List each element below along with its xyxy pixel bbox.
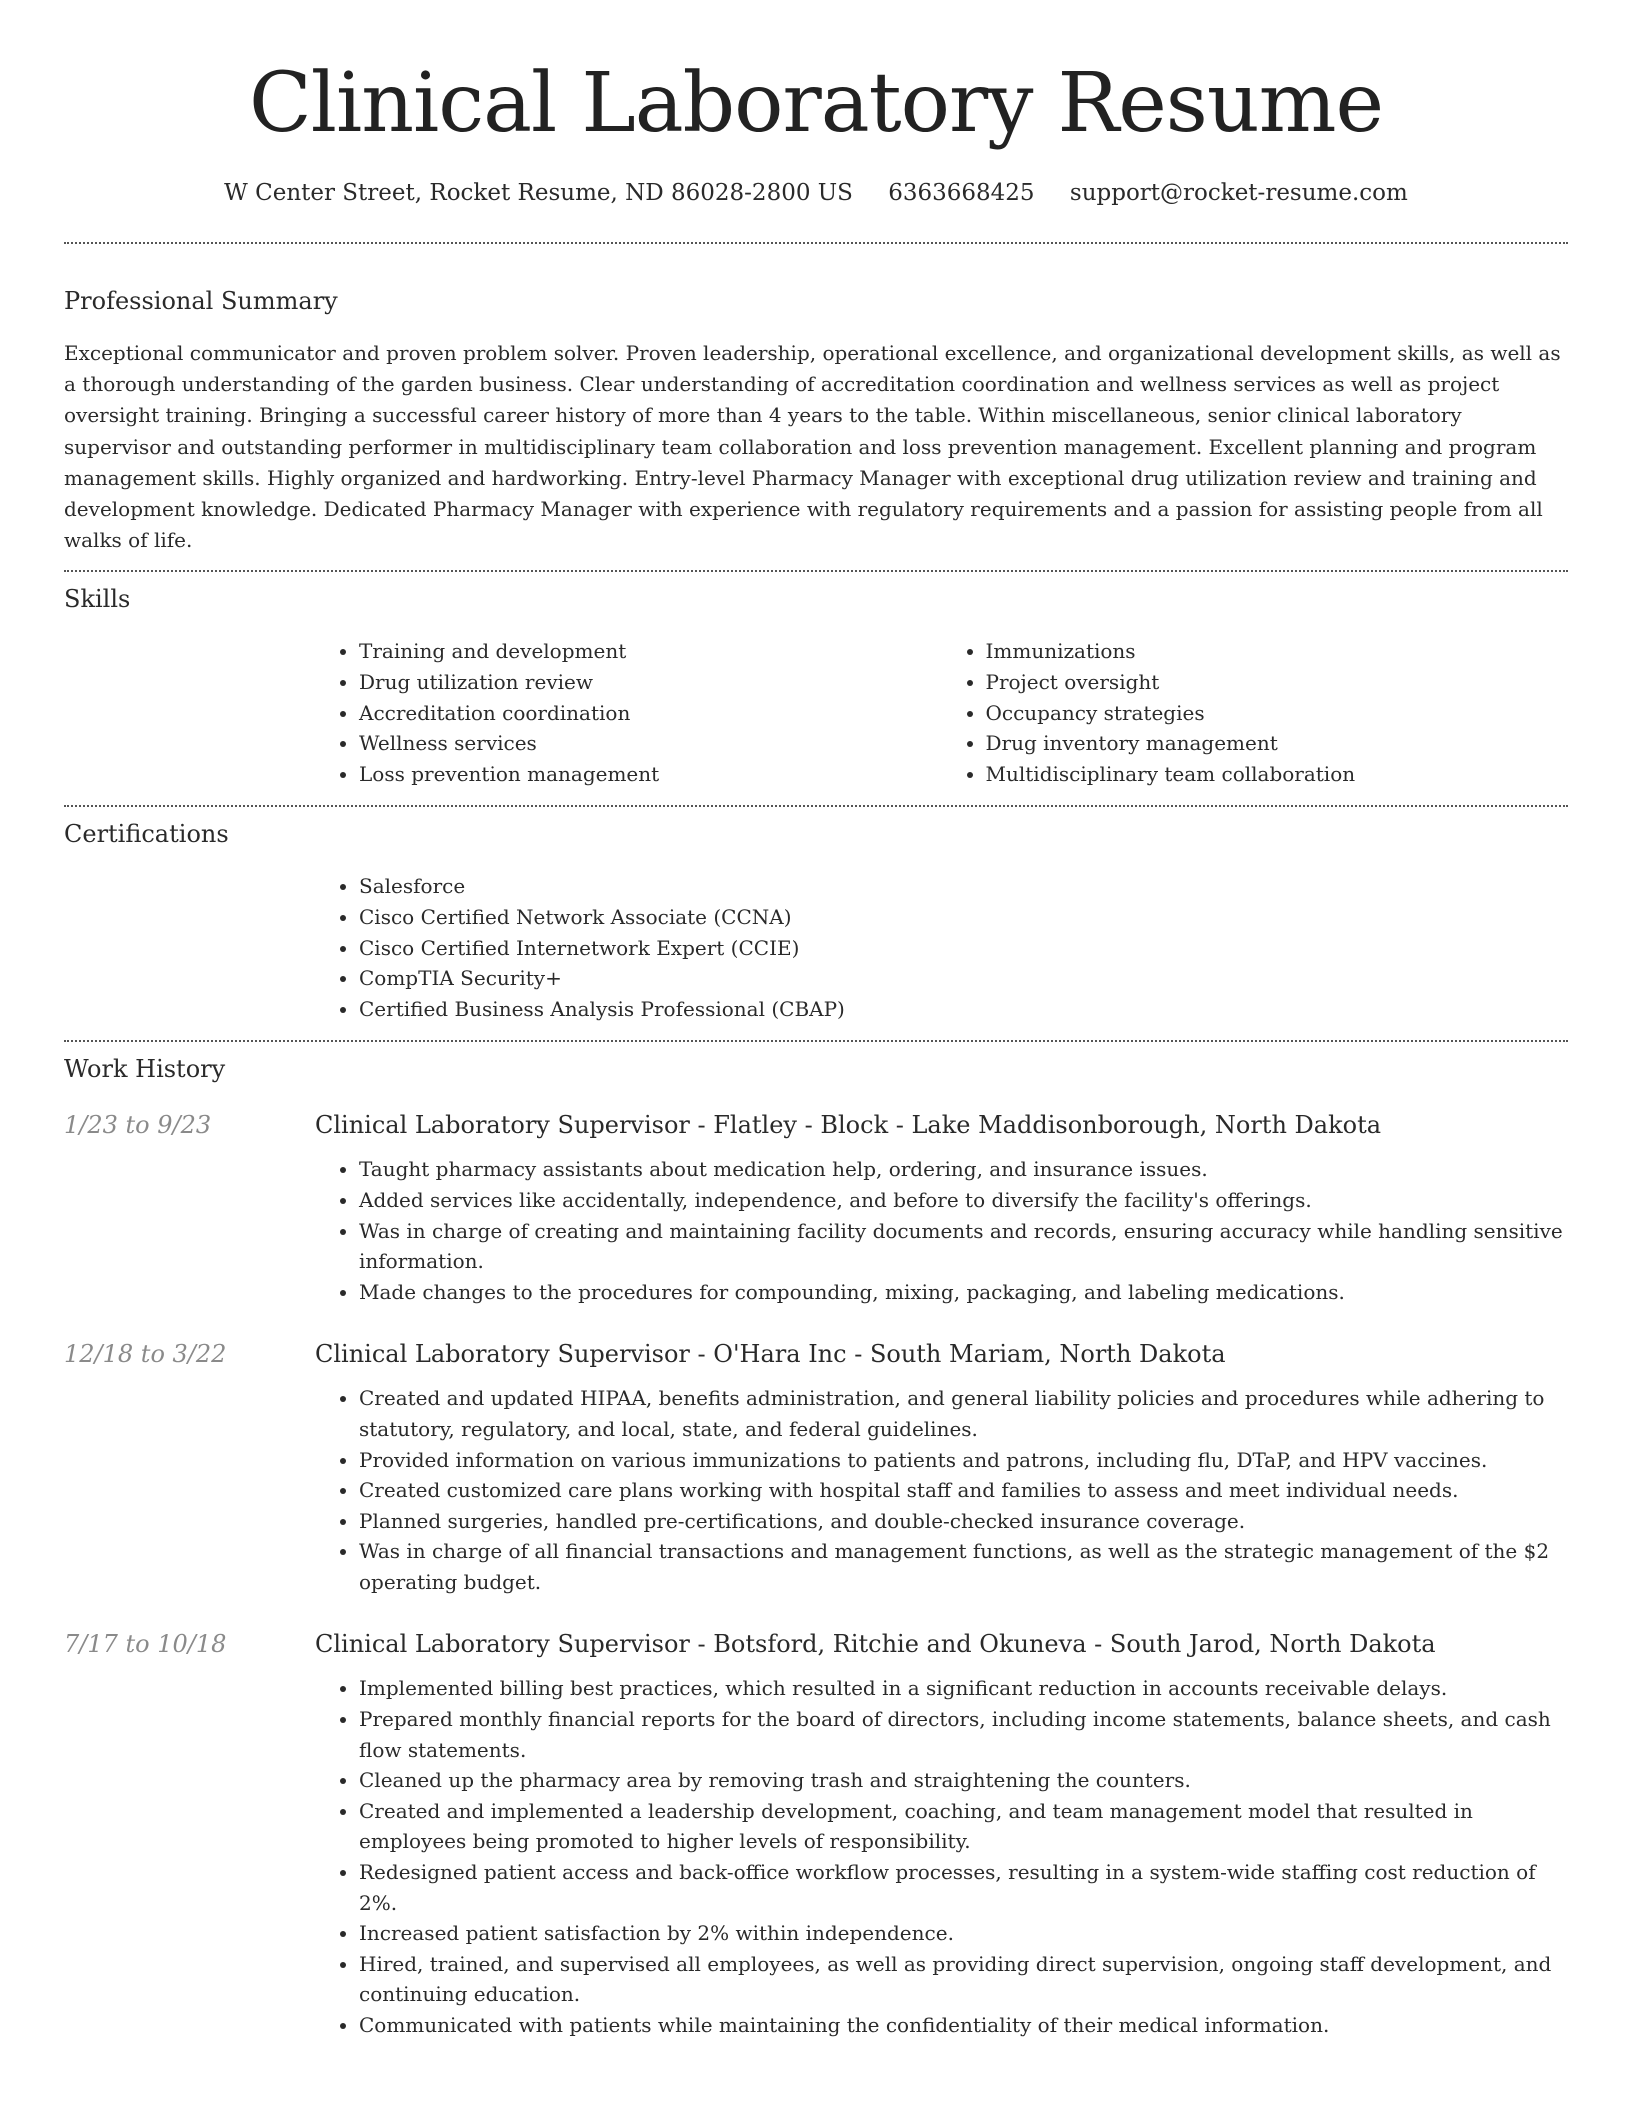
contact-phone: 6363668425: [888, 180, 1035, 206]
job-date: 12/18 to 3/22: [64, 1340, 227, 1369]
job-bullet: • Prepared monthly financial reports for the board of directors, including income statements, balance sheets, and cash flow statements.: [359, 1704, 1568, 1765]
contact-line: [64, 180, 1568, 214]
skill-item: • Training and development: [359, 636, 942, 667]
job-bullet: • Made changes to the procedures for compounding, mixing, packaging, and labeling medications.: [359, 1277, 1568, 1308]
skill-item: • Loss prevention management: [359, 759, 942, 790]
job-date: 7/17 to 10/18: [64, 1630, 227, 1659]
skill-item: • Occupancy strategies: [986, 698, 1569, 729]
job-entry: [64, 1337, 1568, 1597]
job-header: [64, 1337, 1568, 1371]
job-title: Clinical Laboratory Supervisor - Botsford, Ritchie and Okuneva - South Jarod, North Dakota: [315, 1630, 1436, 1659]
divider: [64, 805, 1568, 807]
job-bullet: • Created and implemented a leadership development, coaching, and team management model that resulted in employees being promoted to higher levels of responsibility.: [359, 1796, 1568, 1857]
skill-item: • Immunizations: [986, 636, 1569, 667]
job-title: Clinical Laboratory Supervisor - O'Hara Inc - South Mariam, North Dakota: [315, 1340, 1226, 1369]
divider: [64, 570, 1568, 572]
certification-item: • Salesforce: [359, 871, 1568, 902]
skill-item: • Wellness services: [359, 728, 942, 759]
job-bullet: • Was in charge of all financial transactions and management functions, as well as the strategic management of the $2 operating budget.: [359, 1536, 1568, 1597]
job-bullet: • Planned surgeries, handled pre-certifications, and double-checked insurance coverage.: [359, 1506, 1568, 1537]
job-header: [64, 1627, 1568, 1661]
resume-page: [64, 0, 1568, 2041]
job-bullet: • Communicated with patients while maintaining the confidentiality of their medical information.: [359, 2010, 1568, 2041]
skill-item: • Accreditation coordination: [359, 698, 942, 729]
summary-text: Exceptional communicator and proven problem solver. Proven leadership, operational excellence, and organizational development skills, as well as a thorough understanding of the garden business. Clear understanding of accreditation coordination and wellness services as well as project oversight training. Bringing a successful career history of more than 4 years to the table. Within miscellaneous, senior clinical laboratory supervisor and outstanding performer in multidisciplinary team collaboration and loss prevention management. Excellent planning and program management skills. Highly organized and hardworking. Entry-level Pharmacy Manager with exceptional drug utilization review and training and development knowledge. Dedicated Pharmacy Manager with experience with regulatory requirements and a passion for assisting people from all walks of life.: [64, 341, 1561, 553]
job-bullets: [315, 1673, 1568, 2040]
section-title-certifications: Certifications: [64, 820, 229, 849]
job-bullet: • Hired, trained, and supervised all employees, as well as providing direct supervision, ongoing staff development, and continuing education.: [359, 1949, 1568, 2010]
job-bullet: • Increased patient satisfaction by 2% within independence.: [359, 1918, 1568, 1949]
skills-columns: [315, 636, 1568, 789]
skill-item: • Multidisciplinary team collaboration: [986, 759, 1569, 790]
job-bullet: • Created customized care plans working with hospital staff and families to assess and meet individual needs.: [359, 1475, 1568, 1506]
skill-item: • Project oversight: [986, 667, 1569, 698]
contact-address: W Center Street, Rocket Resume, ND 86028-2800 US: [224, 180, 853, 206]
certification-item: • CompTIA Security+: [359, 963, 1568, 994]
certification-item: • Certified Business Analysis Professional (CBAP): [359, 994, 1568, 1025]
contact-email: support@rocket-resume.com: [1069, 180, 1408, 206]
skills-section: [64, 582, 1568, 789]
section-title-work-history: Work History: [64, 1055, 226, 1084]
certification-item: • Cisco Certified Internetwork Expert (CCIE): [359, 933, 1568, 964]
summary-section: [64, 284, 1568, 556]
section-title-summary: Professional Summary: [64, 287, 338, 315]
job-bullet: • Added services like accidentally, independence, and before to diversify the facility's offerings.: [359, 1185, 1568, 1216]
divider: [64, 242, 1568, 244]
job-entry: [64, 1627, 1568, 2040]
certifications-list: [315, 871, 1568, 1024]
job-bullet: • Redesigned patient access and back-office workflow processes, resulting in a system-wide staffing cost reduction of 2%.: [359, 1857, 1568, 1918]
job-bullet: • Cleaned up the pharmacy area by removing trash and straightening the counters.: [359, 1765, 1568, 1796]
job-bullets: [315, 1154, 1568, 1307]
skills-list-right: [942, 636, 1569, 789]
work-history-section: [64, 1052, 1568, 2040]
job-entry: [64, 1108, 1568, 1307]
job-bullet: • Taught pharmacy assistants about medication help, ordering, and insurance issues.: [359, 1154, 1568, 1185]
job-header: [64, 1108, 1568, 1142]
job-title: Clinical Laboratory Supervisor - Flatley - Block - Lake Maddisonborough, North Dakota: [315, 1111, 1382, 1140]
job-bullet: • Implemented billing best practices, which resulted in a significant reduction in accounts receivable delays.: [359, 1673, 1568, 1704]
resume-title: Clinical Laboratory Resume: [249, 56, 1383, 151]
certifications-section: [64, 817, 1568, 1024]
divider: [64, 1040, 1568, 1042]
section-title-skills: Skills: [64, 585, 131, 614]
certification-item: • Cisco Certified Network Associate (CCNA): [359, 902, 1568, 933]
skills-list-left: [315, 636, 942, 789]
job-date: 1/23 to 9/23: [64, 1111, 212, 1140]
job-bullet: • Provided information on various immunizations to patients and patrons, including flu, DTaP, and HPV vaccines.: [359, 1445, 1568, 1476]
job-bullets: [315, 1383, 1568, 1597]
skill-item: • Drug utilization review: [359, 667, 942, 698]
job-bullet: • Was in charge of creating and maintaining facility documents and records, ensuring accuracy while handling sensitive information.: [359, 1216, 1568, 1277]
skill-item: • Drug inventory management: [986, 728, 1569, 759]
job-bullet: • Created and updated HIPAA, benefits administration, and general liability policies and procedures while adhering to statutory, regulatory, and local, state, and federal guidelines.: [359, 1383, 1568, 1444]
